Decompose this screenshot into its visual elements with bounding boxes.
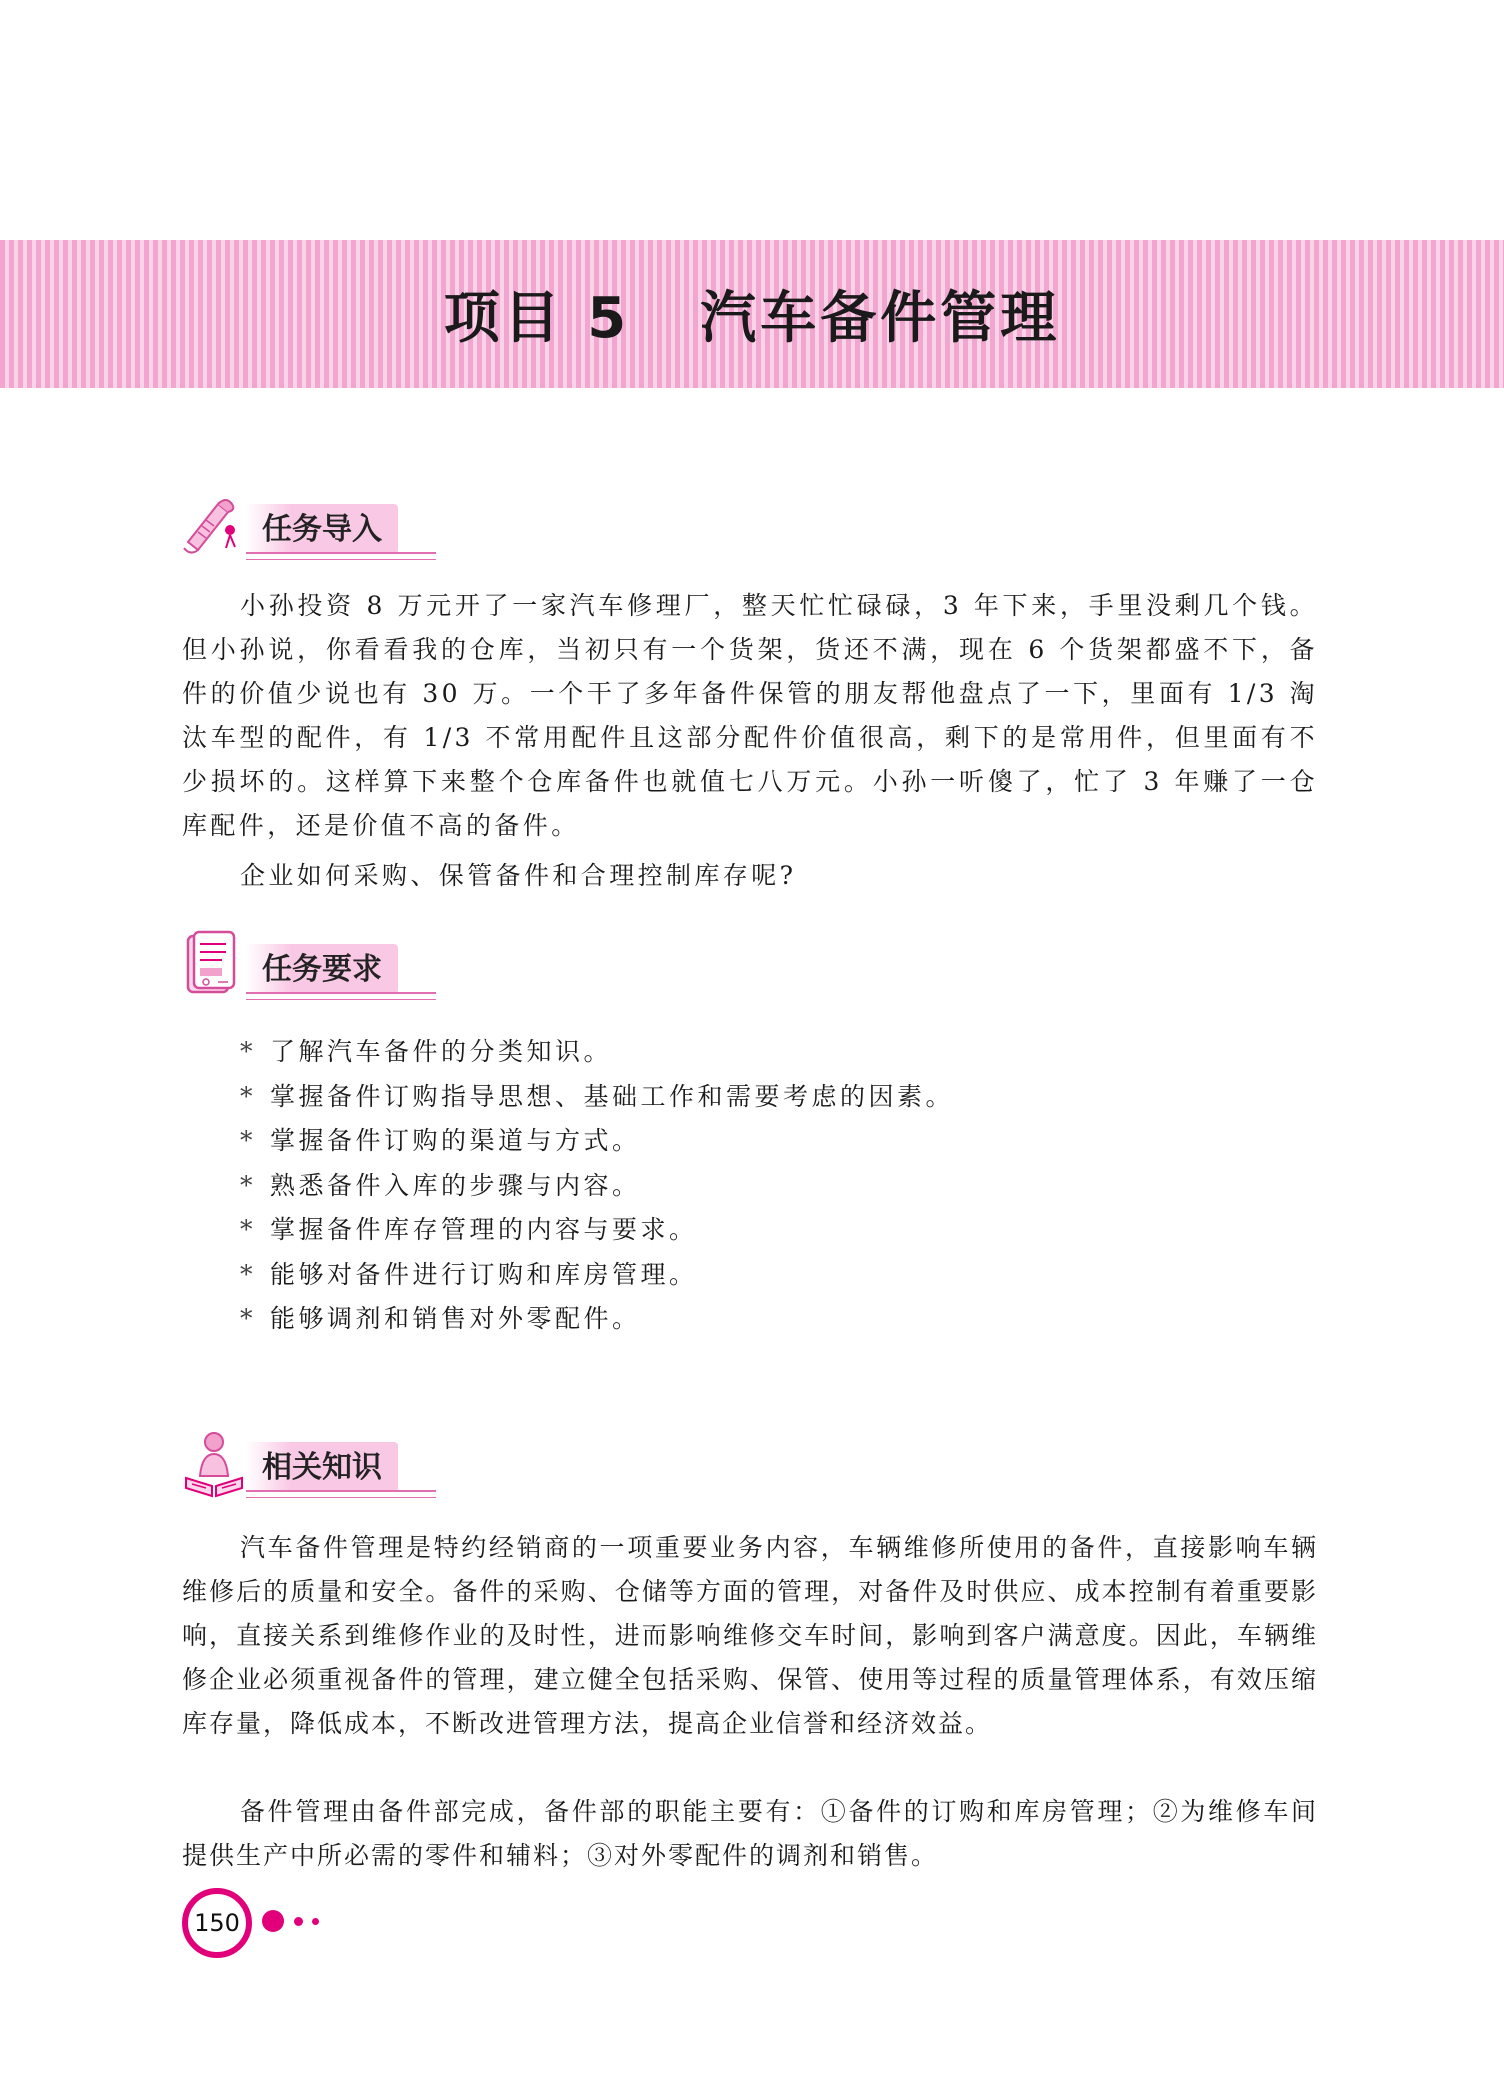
page-number: 150 (182, 1888, 252, 1958)
section-underline (246, 992, 436, 1000)
chapter-banner (0, 240, 1504, 388)
bullet-marker: * (240, 1215, 256, 1244)
footer-dot-small (312, 1918, 319, 1925)
list-item: * 熟悉备件入库的步骤与内容。 (240, 1164, 954, 1209)
list-item: * 掌握备件库存管理的内容与要求。 (240, 1208, 954, 1253)
section-label-requirements: 任务要求 (246, 944, 398, 994)
page-footer (182, 1888, 382, 1958)
bullet-marker: * (240, 1037, 256, 1066)
bullet-marker: * (240, 1170, 256, 1200)
section-head-requirements (178, 930, 438, 1010)
list-item: * 能够对备件进行订购和库房管理。 (240, 1253, 954, 1298)
section-label-knowledge: 相关知识 (246, 1442, 398, 1492)
list-item: * 能够调剂和销售对外零配件。 (240, 1297, 954, 1342)
section-underline (246, 1490, 436, 1498)
scroll-icon (178, 490, 250, 562)
bullet-marker: * (240, 1259, 256, 1289)
list-item: * 掌握备件订购的渠道与方式。 (240, 1119, 954, 1164)
section-label-intro: 任务导入 (246, 504, 398, 554)
list-item: * 掌握备件订购指导思想、基础工作和需要考虑的因素。 (240, 1075, 954, 1120)
bullet-marker: * (240, 1081, 256, 1111)
list-item: * 了解汽车备件的分类知识。 (240, 1030, 954, 1075)
bullet-marker: * (240, 1126, 256, 1155)
section-underline (246, 552, 436, 560)
bullet-marker: * (240, 1304, 256, 1333)
checklist-icon (178, 930, 250, 1002)
requirements-list (240, 1030, 954, 1342)
section-head-knowledge (178, 1428, 438, 1508)
knowledge-paragraph-2: 备件管理由备件部完成，备件部的职能主要有：①备件的订购和库房管理；②为维修车间提供生产中所必需的零件和辅料；③对外零配件的调剂和销售。 (182, 1797, 1318, 1870)
project-label: 项目 5 (443, 286, 631, 351)
footer-dot-medium (294, 1917, 303, 1926)
reading-person-icon (178, 1428, 250, 1500)
intro-paragraph-2: 企业如何采购、保管备件和合理控制库存呢? (240, 861, 797, 890)
footer-dot-large (262, 1910, 284, 1932)
project-title: 汽车备件管理 (700, 286, 1061, 351)
intro-paragraph-1: 小孙投资 8 万元开了一家汽车修理厂，整天忙忙碌碌，3 年下来，手里没剩几个钱。但小孙说，你看看我的仓库，当初只有一个货架，货还不满，现在 6 个货架都盛不下，备件的价值少说也有 30 万。一个干了多年备件保管的朋友帮他盘点了一下，里面有 1/3 淘汰车型的配件，有 1/3 不常用配件且这部分配件价值很高，剩下的是常用件，但里面有不少损坏的。这样算下来整个仓库备件也就值七八万元。小孙一听傻了，忙了 3 年赚了一仓库配件，还是价值不高的备件。 (182, 591, 1318, 840)
chapter-title (444, 274, 1060, 354)
section-head-intro (178, 490, 438, 570)
knowledge-paragraph-1: 汽车备件管理是特约经销商的一项重要业务内容，车辆维修所使用的备件，直接影响车辆维修后的质量和安全。备件的采购、仓储等方面的管理，对备件及时供应、成本控制有着重要影响，直接关系到维修作业的及时性，进而影响维修交车时间，影响到客户满意度。因此，车辆维修企业必须重视备件的管理，建立健全包括采购、保管、使用等过程的质量管理体系，有效压缩库存量，降低成本，不断改进管理方法，提高企业信誉和经济效益。 (182, 1533, 1318, 1738)
